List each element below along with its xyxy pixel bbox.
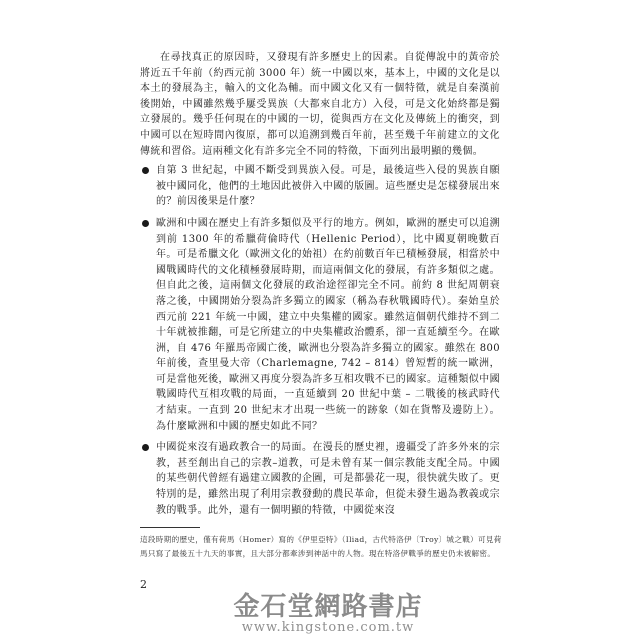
- bullet-text: 歐洲和中國在歷史上有許多類似及平行的地方。例如，歐洲的歷史可以追溯到前 1300 年的希臘荷倫時代（Hellenic Period），比中國夏朝晚數百年。可是希臘文化（歐洲文化的始祖）在約前數百年已積極發展，相當於中國戰國時代的文化積極發展時期，而這兩個文化的發展，有許多類似之處。但自此之後，這兩個文化發展的政治途徑卻完全不同。前約 8 世紀周朝衰落之後，中國開始分裂為許多獨立的國家（稱為春秋戰國時代）。秦始皇於西元前 221 年統一中國，建立中央集權的國家。雖然這個朝代維持不到二十年就被推翻，可是它所建立的中央集權政治體系，卻一直延續至今。在歐洲，自 476 年羅馬帝國亡後，歐洲也分裂為許多獨立的國家。雖然在 800 年前後，查里曼大帝（Charlemagne, 742 – 814）曾短暫的統一歐洲，可是當他死後，歐洲又再度分裂為許多互相攻戰不已的國家。這種類似中國戰國時代互相攻戰的局面，一直延續到 20 世紀中葉 – 二戰後的核武時代才結束。一直到 20 世紀末才出現一些統一的跡象（如在貨幣及邊防上）。為什麼歐洲和中國的歷史如此不同？: [156, 217, 500, 432]
- bullet-item: [140, 163, 500, 210]
- intro-paragraph: 在尋找真正的原因時，又發現有許多歷史上的因素。自從傳說中的黃帝於將近五千年前（約西元前 3000 年）統一中國以來，基本上，中國的文化是以本土的發展為主，輸入的文化為輔。而中國文化又有一個特徵，就是自秦漢前後開始，中國雖然幾乎屢受異族（大都來自北方）入侵，可是文化始終都是獨立發展的。幾乎任何現在的中國的一切，從與西方在文化及傳統上的衝突，到中國可以在短時間內復原，都可以追溯到幾百年前，甚至幾千年前建立的文化傳統和習俗。這兩種文化有許多完全不同的特徵，下面列出最明顯的幾個。: [140, 52, 500, 157]
- bullet-icon: [142, 167, 149, 174]
- bullet-icon: [142, 220, 149, 227]
- bullet-icon: [142, 444, 149, 451]
- bullet-list: [140, 163, 500, 518]
- bullet-item: [140, 216, 500, 434]
- watermark: [228, 586, 428, 640]
- page-number: 2: [140, 578, 147, 591]
- footnote: 這段時期的歷史，僅有荷馬（Homer）寫的《伊里亞特》（Iliad，古代特洛伊〔Troy〕城之戰）可見荷馬只寫了最後五十九天的事實，且大部分都牽涉到神話中的人物。現在特洛伊戰爭的歷史仍未被解密。: [140, 535, 502, 558]
- bullet-text: 中國從來沒有過政教合一的局面。在漫長的歷史裡，邊疆受了許多外來的宗教，甚至創出自己的宗教–道教，可是未曾有某一個宗教能支配全局。中國的某些朝代曾經有過建立國教的企圖，可是都曇花一現，很快就失敗了。更特別的是，雖然出現了利用宗教發動的農民革命，但從未發生過為教義或宗教的戰爭。此外，還有一個明顯的特徵，中國從來沒: [156, 442, 500, 516]
- document-page: [140, 50, 500, 524]
- bullet-text: 自第 3 世紀起，中國不斷受到異族入侵。可是，最後這些入侵的異族自願被中國同化，他們的土地因此被併入中國的版圖。這些歷史是怎樣發展出來的？前因後果是什麼？: [156, 165, 500, 208]
- footnote-divider: [140, 527, 200, 528]
- watermark-url: www.kingstone.com.tw: [241, 620, 415, 635]
- watermark-title: 金石堂網路書店: [233, 592, 423, 622]
- bullet-item: [140, 440, 500, 518]
